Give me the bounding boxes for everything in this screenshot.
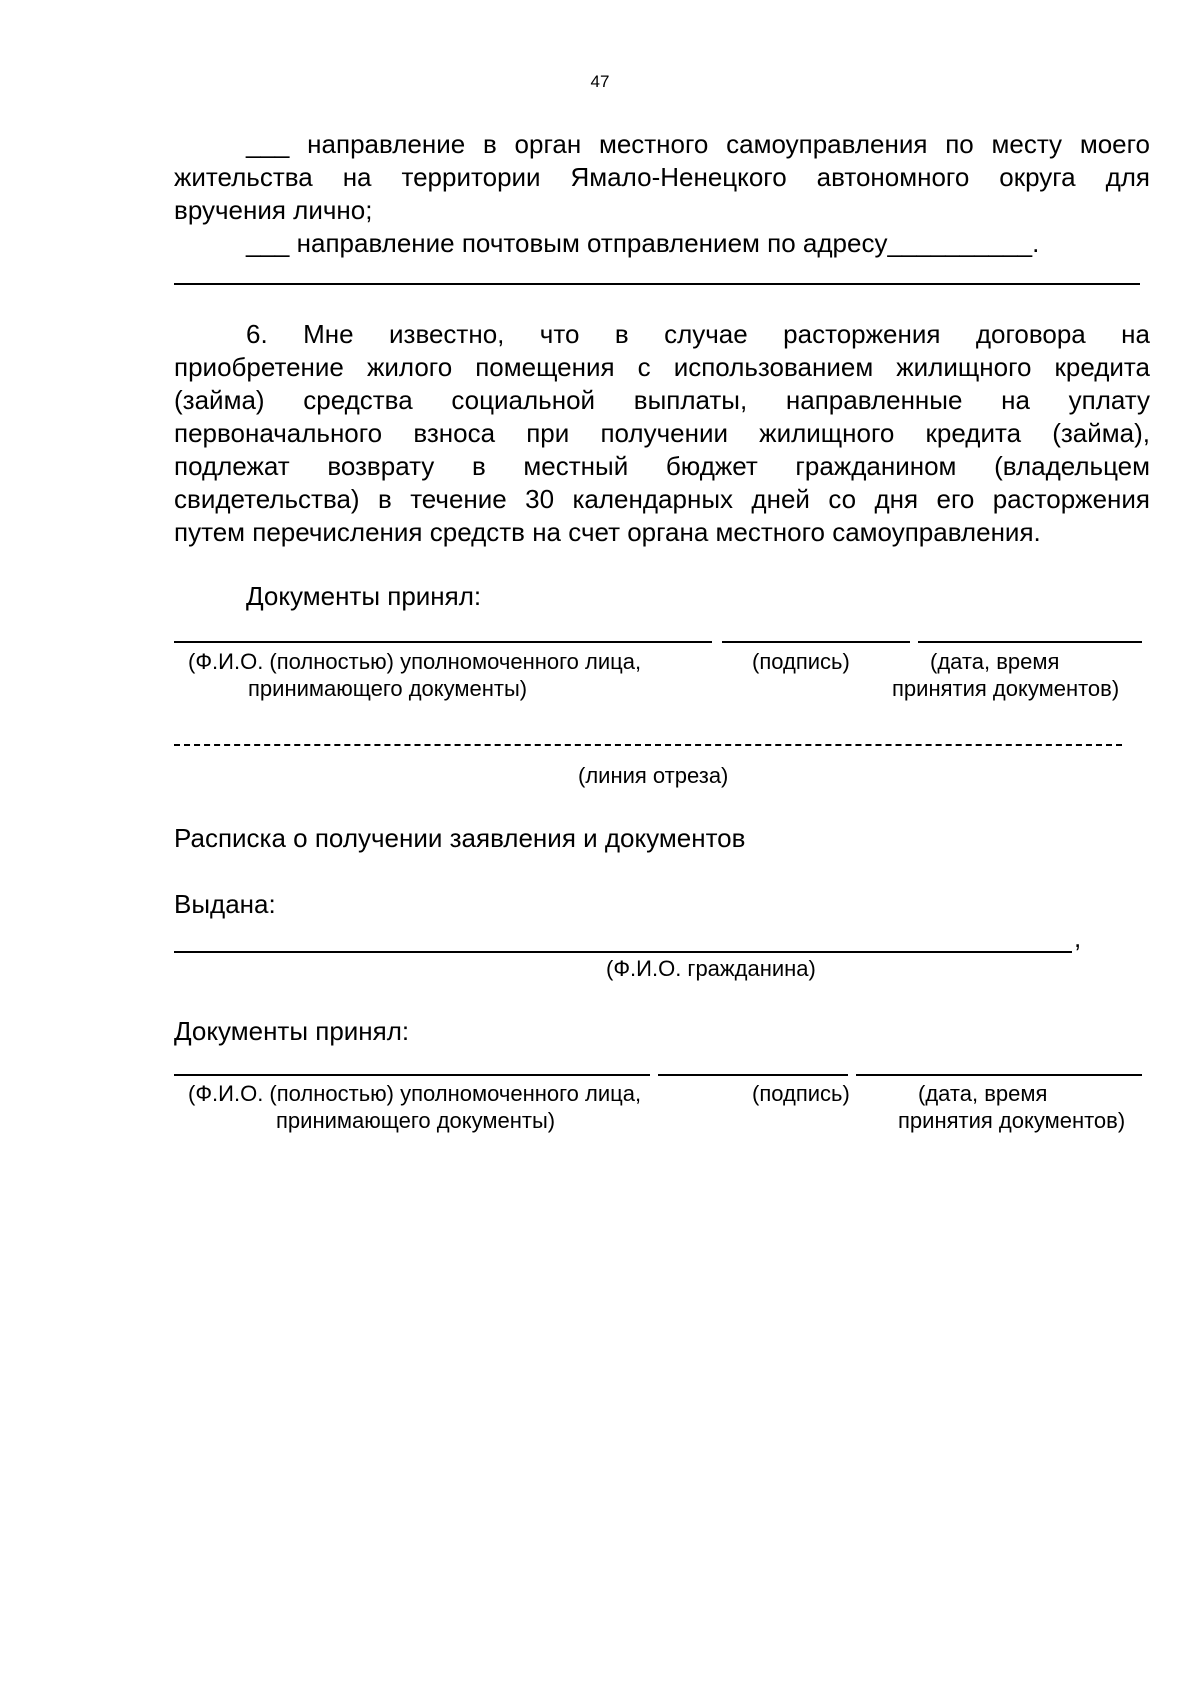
citizen-name-line: [174, 951, 1072, 953]
blank-field: ___: [246, 129, 290, 159]
accepted-label-1: Документы принял:: [246, 581, 482, 611]
date-caption-2a: (дата, время: [918, 1081, 1048, 1106]
paragraph-6-line: подлежат возврату в местный бюджет гражданином (владельцем: [174, 451, 1150, 481]
issued-label: Выдана:: [174, 889, 276, 919]
option-local-gov-line-3: вручения лично;: [174, 195, 373, 225]
citizen-caption: (Ф.И.О. гражданина): [606, 956, 816, 981]
date-caption-1b: принятия документов): [892, 676, 1120, 701]
fio-caption-2: принимающего документы): [248, 676, 528, 701]
address-line: [174, 283, 1140, 285]
fio-caption-4: принимающего документы): [276, 1108, 556, 1133]
option-local-gov-line-1: [174, 128, 1150, 161]
paragraph-6-line: (займа) средства социальной выплаты, направленные на уплату: [174, 385, 1150, 415]
paragraph-6-line: первоначального взноса при получении жилищного кредита (займа),: [174, 418, 1150, 448]
option-local-gov-line-2: жительства на территории Ямало-Ненецкого автономного округа для: [174, 162, 1150, 192]
receipt-title: Расписка о получении заявления и документов: [174, 823, 746, 853]
paragraph-6-line: 6. Мне известно, что в случае расторжения договора на: [246, 319, 1150, 349]
paragraph-6-line: свидетельства) в течение 30 календарных дней со дня его расторжения: [174, 484, 1150, 514]
paragraph-6-line: приобретение жилого помещения с использованием жилищного кредита: [174, 352, 1150, 382]
citizen-comma: ,: [1074, 923, 1082, 953]
blank-field: ___: [246, 228, 290, 258]
option-post: [174, 227, 1150, 260]
fio-line-1: [174, 641, 712, 643]
signature-line-1: [722, 641, 910, 643]
address-blank: __________: [887, 228, 1033, 258]
fio-line-2: [174, 1074, 650, 1076]
cut-line: [174, 744, 1122, 746]
fio-caption-3: (Ф.И.О. (полностью) уполномоченного лица,: [188, 1081, 642, 1106]
option-post-end: .: [1032, 228, 1040, 258]
date-line-1: [918, 641, 1142, 643]
date-line-2: [856, 1074, 1142, 1076]
page-number: 47: [590, 72, 610, 91]
option-local-gov: [174, 128, 1150, 227]
paragraph-6: [174, 318, 1150, 549]
paragraph-6-line: путем перечисления средств на счет органа местного самоуправления.: [174, 517, 1041, 547]
sign-caption-2: (подпись): [752, 1081, 850, 1106]
option-local-gov-text-1: направление в орган местного самоуправления по месту моего: [307, 129, 1150, 159]
fio-caption-1: (Ф.И.О. (полностью) уполномоченного лица,: [188, 649, 642, 674]
cut-line-caption: (линия отреза): [578, 763, 729, 788]
date-caption-1a: (дата, время: [930, 649, 1060, 674]
date-caption-2b: принятия документов): [898, 1108, 1126, 1133]
accepted-label-2: Документы принял:: [174, 1016, 410, 1046]
sign-caption-1: (подпись): [752, 649, 850, 674]
option-post-text: направление почтовым отправлением по адресу: [296, 228, 888, 258]
signature-line-2: [658, 1074, 848, 1076]
